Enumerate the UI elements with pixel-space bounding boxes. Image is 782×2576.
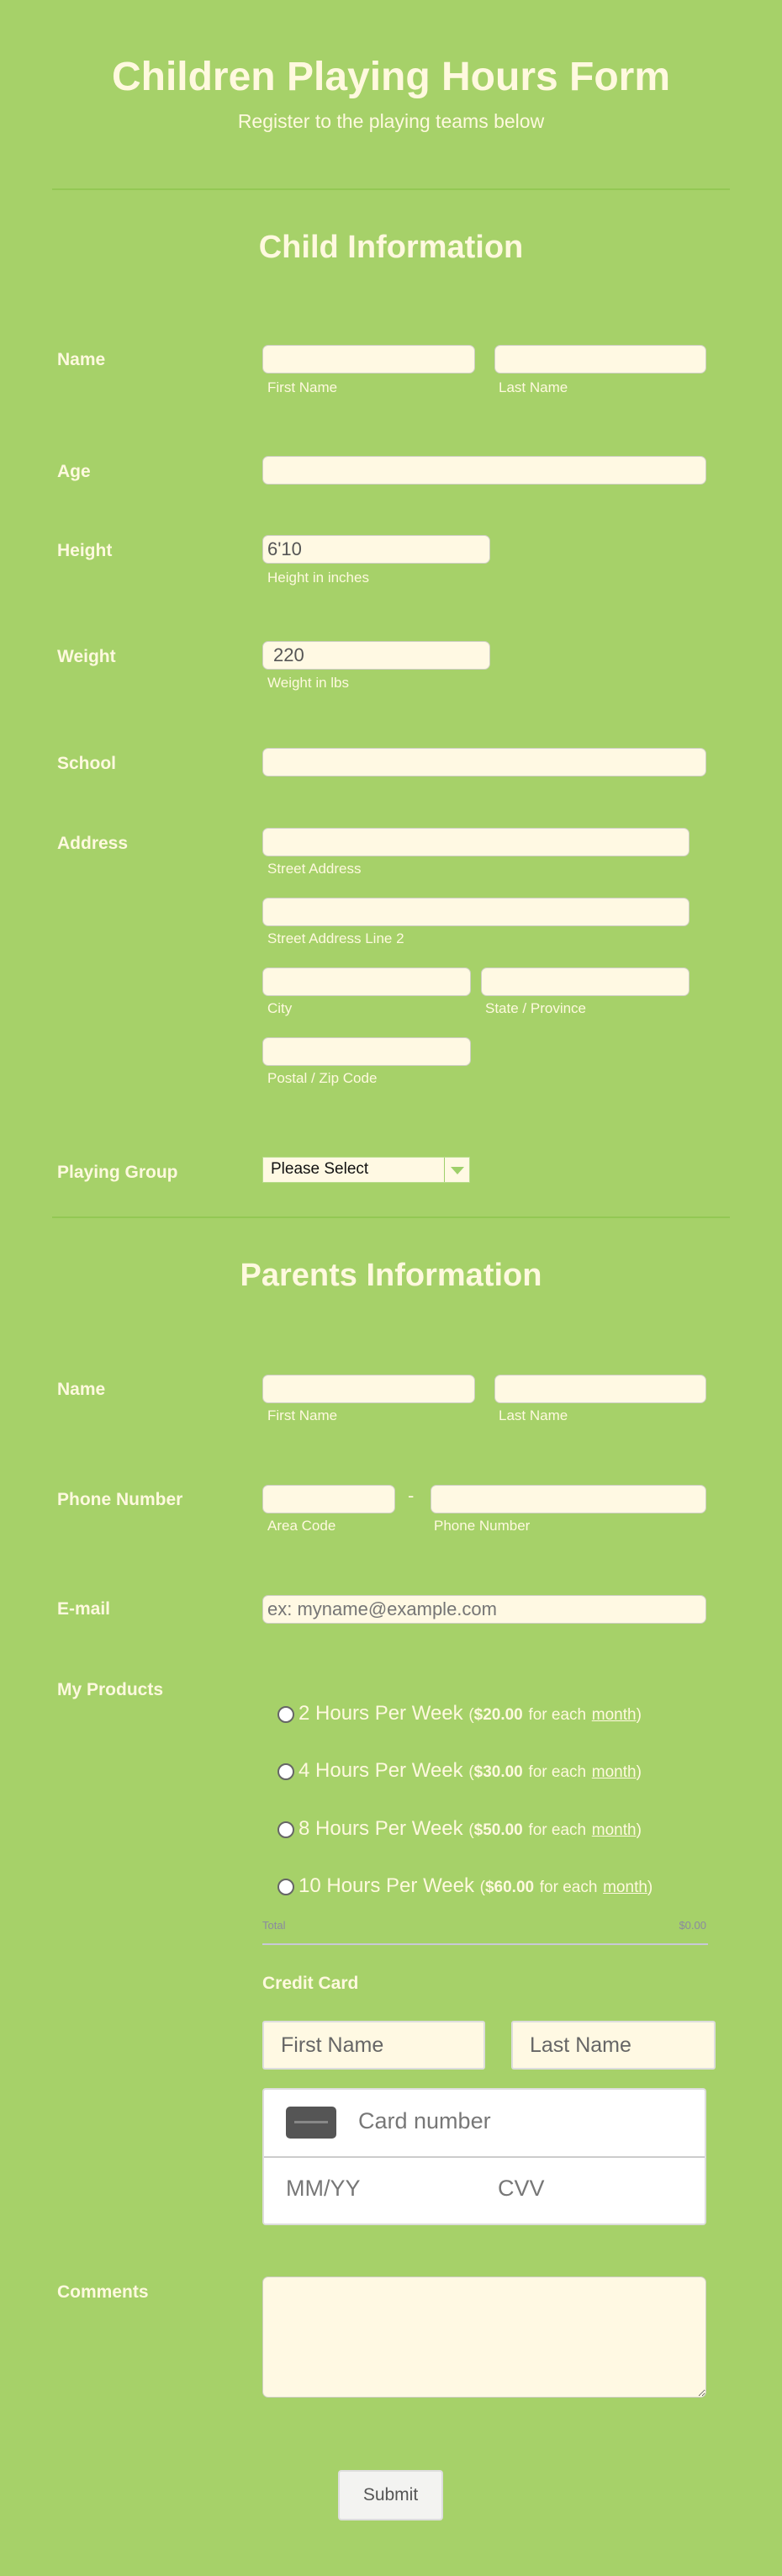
parent-first-name-input[interactable]: [262, 1375, 475, 1403]
section-heading-parents: Parents Information: [240, 1258, 542, 1293]
product-radio[interactable]: [277, 1879, 294, 1895]
state-input[interactable]: [481, 967, 690, 996]
product-radio[interactable]: [277, 1706, 294, 1723]
email-label: E-mail: [57, 1599, 111, 1619]
product-per: for each: [528, 1821, 587, 1839]
product-option-label[interactable]: 2 Hours Per Week ($20.00 for each month): [299, 1702, 642, 1725]
product-name: 2 Hours Per Week: [299, 1702, 463, 1725]
card-divider: [264, 2156, 705, 2158]
area-code-input[interactable]: [262, 1485, 395, 1513]
state-sublabel: State / Province: [485, 1000, 587, 1016]
product-name: 4 Hours Per Week: [299, 1759, 463, 1782]
child-last-name-input[interactable]: [494, 345, 706, 374]
email-input[interactable]: [262, 1595, 706, 1624]
product-period: month: [603, 1879, 647, 1896]
product-name: 10 Hours Per Week: [299, 1874, 474, 1897]
total-value: $0.00: [679, 1919, 706, 1932]
height-label: Height: [57, 541, 113, 560]
total-label: Total: [262, 1919, 286, 1932]
school-input[interactable]: [262, 748, 706, 777]
street2-input[interactable]: [262, 898, 690, 926]
credit-card-label: Credit Card: [262, 1974, 359, 1993]
cc-last-name-input[interactable]: Last Name: [511, 2021, 716, 2070]
product-per: for each: [528, 1706, 587, 1724]
cc-first-name-input[interactable]: First Name: [262, 2021, 485, 2070]
products-label: My Products: [57, 1680, 164, 1699]
phone-label: Phone Number: [57, 1490, 183, 1509]
playing-group-value: Please Select: [271, 1160, 369, 1178]
zip-input[interactable]: [262, 1037, 471, 1066]
parent-last-name-input[interactable]: [494, 1375, 706, 1403]
weight-sublabel: Weight in lbs: [267, 675, 350, 691]
card-element: [262, 2088, 706, 2225]
street2-sublabel: Street Address Line 2: [267, 930, 404, 946]
product-price: $20.00: [473, 1706, 523, 1724]
form-title: Children Playing Hours Form: [111, 55, 671, 99]
child-first-name-sublabel: First Name: [267, 379, 338, 395]
product-option-label[interactable]: 4 Hours Per Week ($30.00 for each month): [299, 1759, 642, 1782]
product-price: $60.00: [484, 1879, 535, 1896]
zip-sublabel: Postal / Zip Code: [267, 1070, 378, 1086]
product-per: for each: [528, 1763, 587, 1781]
product-option-label[interactable]: 10 Hours Per Week ($60.00 for each month): [299, 1874, 653, 1897]
height-sublabel: Height in inches: [267, 570, 369, 586]
street-input[interactable]: [262, 828, 690, 856]
weight-label: Weight: [57, 647, 116, 666]
product-radio[interactable]: [277, 1763, 294, 1780]
child-last-name-sublabel: Last Name: [499, 379, 568, 395]
product-period: month: [591, 1763, 637, 1781]
comments-label: Comments: [57, 2282, 149, 2302]
product-period: month: [591, 1821, 637, 1839]
playing-group-select[interactable]: [262, 1157, 470, 1183]
credit-card-icon: [286, 2107, 336, 2139]
address-label: Address: [57, 834, 129, 853]
product-per: for each: [539, 1879, 598, 1896]
area-code-sublabel: Area Code: [267, 1518, 336, 1534]
phone-number-sublabel: Phone Number: [434, 1518, 531, 1534]
product-name: 8 Hours Per Week: [299, 1817, 463, 1840]
chevron-down-icon: [451, 1167, 464, 1174]
expiry-input[interactable]: MM/YY: [286, 2176, 361, 2201]
child-first-name-input[interactable]: [262, 345, 475, 374]
product-price: $50.00: [473, 1821, 523, 1839]
divider: [52, 1216, 730, 1218]
child-name-label: Name: [57, 350, 106, 369]
product-period: month: [591, 1706, 637, 1724]
select-divider: [444, 1158, 445, 1182]
product-price: $30.00: [473, 1763, 523, 1781]
product-radio[interactable]: [277, 1821, 294, 1838]
school-label: School: [57, 754, 117, 773]
section-heading-child: Child Information: [258, 230, 524, 265]
divider: [52, 188, 730, 190]
comments-textarea[interactable]: [262, 2277, 706, 2398]
cvv-input[interactable]: CVV: [498, 2176, 545, 2201]
product-option-label[interactable]: 8 Hours Per Week ($50.00 for each month): [299, 1817, 642, 1840]
parent-first-name-sublabel: First Name: [267, 1407, 338, 1423]
city-sublabel: City: [267, 1000, 293, 1016]
street-sublabel: Street Address: [267, 861, 362, 877]
playing-group-label: Playing Group: [57, 1163, 178, 1182]
submit-button[interactable]: Submit: [338, 2470, 443, 2520]
parent-last-name-sublabel: Last Name: [499, 1407, 568, 1423]
phone-number-input[interactable]: [431, 1485, 706, 1513]
phone-dash: -: [408, 1485, 415, 1506]
city-input[interactable]: [262, 967, 471, 996]
age-input[interactable]: [262, 456, 706, 485]
card-number-input[interactable]: Card number: [358, 2108, 491, 2133]
height-input[interactable]: [262, 535, 490, 564]
weight-input[interactable]: [262, 641, 490, 670]
form-subtitle: Register to the playing teams below: [237, 110, 545, 132]
total-line: [262, 1943, 708, 1945]
parent-name-label: Name: [57, 1380, 106, 1399]
age-label: Age: [57, 462, 91, 481]
